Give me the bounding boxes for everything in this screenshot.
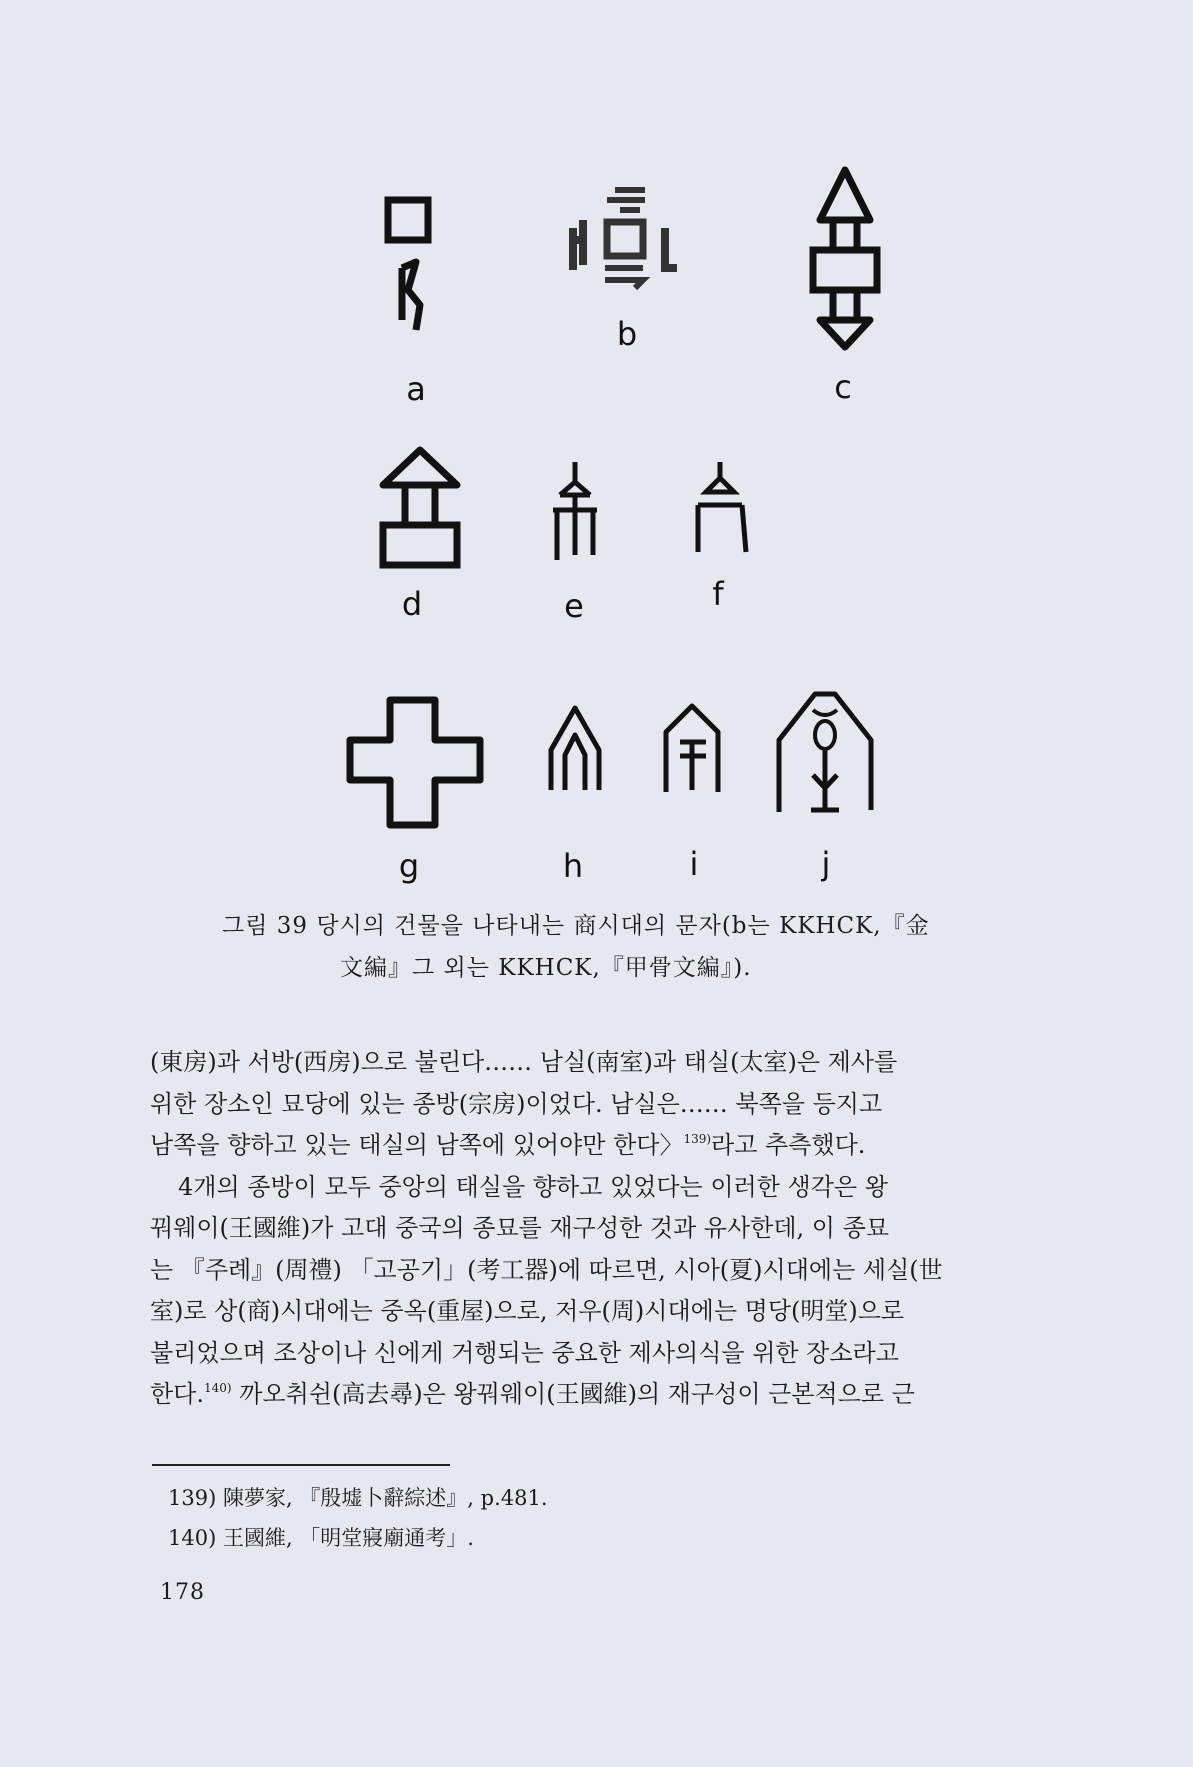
text-line: 室)로 상(商)시대에는 중옥(重屋)으로, 저우(周)시대에는 명당(明堂)으로 xyxy=(150,1297,905,1325)
caption-line-2: 文編』그 외는 KKHCK,『甲骨文編』). xyxy=(340,955,752,981)
glyph-j xyxy=(775,690,875,815)
glyph-label-c: c xyxy=(834,368,852,406)
footnote-ref-139: 139) xyxy=(683,1132,712,1146)
text-line: (東房)과 서방(西房)으로 불린다…… 남실(南室)과 태실(太室)은 제사를 xyxy=(150,1048,898,1076)
text-line: 꿔웨이(王國維)가 고대 중국의 종묘를 재구성한 것과 유사한데, 이 종묘 xyxy=(150,1214,889,1242)
page-number: 178 xyxy=(160,1580,205,1605)
glyph-label-h: h xyxy=(562,847,584,885)
glyph-label-f: f xyxy=(712,575,724,613)
glyph-d xyxy=(375,445,465,575)
text-line: 불리었으며 조상이나 신에게 거행되는 중요한 제사의식을 위한 장소라고 xyxy=(150,1338,899,1367)
paragraph-1 xyxy=(150,1042,1080,1167)
glyph-label-e: e xyxy=(564,587,584,625)
glyph-label-j: j xyxy=(821,845,831,883)
footnote-140: 140) 王國維, 「明堂寢廟通考」. xyxy=(168,1526,474,1550)
text-line: 라고 추측했다. xyxy=(711,1131,866,1159)
text-line: 한다. xyxy=(150,1380,204,1408)
text-line: 는 『주례』(周禮) 「고공기」(考工器)에 따르면, 시아(夏)시대에는 세실(世 xyxy=(150,1255,943,1284)
text-line: 위한 장소인 묘당에 있는 종방(宗房)이었다. 남실은…… 북쪽을 등지고 xyxy=(150,1089,883,1118)
text-line: 남쪽을 향하고 있는 태실의 남쪽에 있어야만 한다〉 xyxy=(150,1131,684,1159)
glyph-label-g: g xyxy=(398,847,420,885)
text-line: 4개의 종방이 모두 중앙의 태실을 향하고 있었다는 이러한 생각은 왕 xyxy=(178,1172,888,1201)
glyph-label-a: a xyxy=(406,370,426,408)
paragraph-2 xyxy=(150,1167,1080,1416)
footnote-ref-140: 140) xyxy=(204,1381,232,1395)
footnotes xyxy=(168,1478,968,1558)
glyph-label-b: b xyxy=(616,315,638,353)
body-text xyxy=(150,1042,1080,1416)
glyph-b xyxy=(565,180,685,310)
glyph-a xyxy=(380,190,450,360)
figure-caption xyxy=(222,905,1052,989)
glyph-label-d: d xyxy=(401,585,423,623)
glyph-f xyxy=(688,460,753,555)
glyph-i xyxy=(660,700,725,795)
glyph-h xyxy=(545,700,605,795)
glyph-label-i: i xyxy=(689,845,699,883)
glyph-c xyxy=(805,165,885,355)
glyph-g xyxy=(345,695,485,830)
footnote-divider xyxy=(152,1464,450,1466)
glyph-e xyxy=(545,460,605,570)
text-line: 까오취쉰(高去尋)은 왕꿔웨이(王國維)의 재구성이 근본적으로 근 xyxy=(231,1380,915,1408)
caption-line-1: 그림 39 당시의 건물을 나타내는 商시대의 문자(b는 KKHCK,『金 xyxy=(222,913,930,939)
footnote-139: 139) 陳夢家, 『殷墟卜辭綜述』, p.481. xyxy=(168,1486,548,1510)
